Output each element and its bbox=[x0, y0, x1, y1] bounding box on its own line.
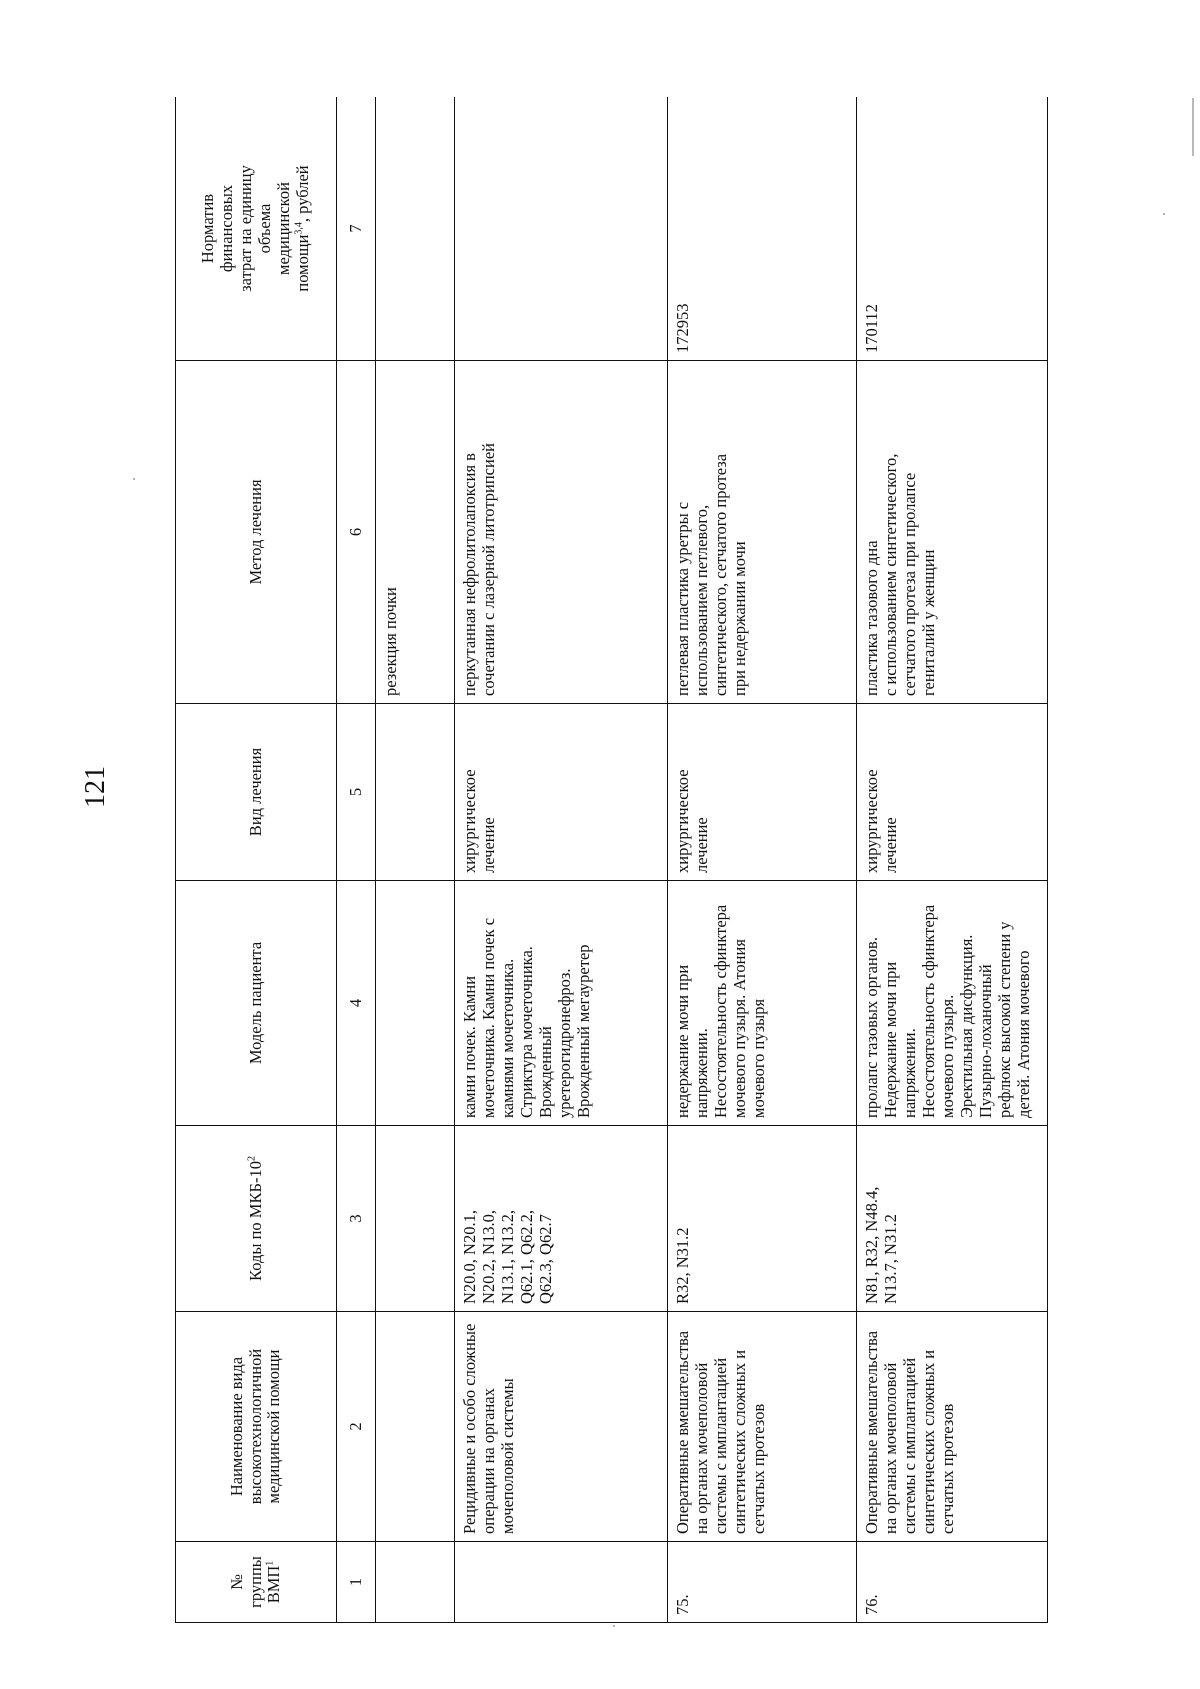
table-row bbox=[455, 97, 668, 1623]
cell-treatment-method: перкутанная нефролитолапоксия в сочетании с лазерной литотрипсией bbox=[455, 361, 668, 704]
cell-icd-codes: R32, N31.2 bbox=[668, 1126, 857, 1312]
cell-care-type: Оперативные вмешательства на органах мочеполовой системы с имплантацией синтетических сложных и сетчатых протезов bbox=[668, 1312, 857, 1542]
cell-treatment-method: пластика тазового дна с использованием синтетического, сетчатого протеза при пролапсе гениталий у женщин bbox=[857, 361, 1048, 704]
column-number: 4 bbox=[337, 881, 376, 1126]
column-number: 2 bbox=[337, 1312, 376, 1542]
cell-icd-codes: N81, R32, N48.4, N13.7, N31.2 bbox=[857, 1126, 1048, 1312]
cell-group-number: 76. bbox=[857, 1542, 1048, 1623]
column-number: 6 bbox=[337, 361, 376, 704]
cell-patient-model bbox=[376, 881, 455, 1126]
scan-speck bbox=[613, 1625, 615, 1627]
table-row bbox=[857, 97, 1048, 1623]
column-number-row bbox=[337, 97, 376, 1623]
header-row bbox=[176, 97, 337, 1623]
cell-icd-codes: N20.0, N20.1, N20.2, N13.0, N13.1, N13.2, Q62.1, Q62.2, Q62.3, Q62.7 bbox=[455, 1126, 668, 1312]
cell-group-number bbox=[455, 1542, 668, 1623]
cell-treatment-type: хирургическое лечение bbox=[857, 704, 1048, 881]
scan-speck bbox=[1163, 213, 1165, 215]
column-number: 1 bbox=[337, 1542, 376, 1623]
cell-care-type: Рецидивные и особо сложные операции на органах мочеполовой системы bbox=[455, 1312, 668, 1542]
cell-cost-standard: 172953 bbox=[668, 97, 857, 361]
page-number: 121 bbox=[80, 766, 111, 808]
table-row bbox=[668, 97, 857, 1623]
cell-treatment-method: резекция почки bbox=[376, 361, 455, 704]
cell-cost-standard bbox=[455, 97, 668, 361]
header-icd-codes: Коды по МКБ-$10^2$ bbox=[176, 1126, 337, 1312]
scan-edge-mark bbox=[1192, 98, 1194, 156]
column-number: 7 bbox=[337, 97, 376, 361]
column-number: 5 bbox=[337, 704, 376, 881]
header-treatment-method: Метод лечения bbox=[176, 361, 337, 704]
header-treatment-type: Вид лечения bbox=[176, 704, 337, 881]
cell-icd-codes bbox=[376, 1126, 455, 1312]
cell-treatment-type bbox=[376, 704, 455, 881]
column-number: 3 bbox=[337, 1126, 376, 1312]
cell-patient-model: недержание мочи при напряжении. Несостоятельность сфинктера мочевого пузыря. Атония мочевого пузыря bbox=[668, 881, 857, 1126]
cell-patient-model: камни почек. Камни мочеточника. Камни почек с камнями мочеточника. Стриктура мочеточника. Врожденный уретерогидронефроз. Врожденный мегауретер bbox=[455, 881, 668, 1126]
header-care-type: Наименование вида высокотехнологичной медицинской помощи bbox=[176, 1312, 337, 1542]
table-container bbox=[175, 97, 1181, 1623]
header-group-number: № группы ВМП$^1$ bbox=[176, 1542, 337, 1623]
cell-care-type bbox=[376, 1312, 455, 1542]
cell-group-number: 75. bbox=[668, 1542, 857, 1623]
cell-treatment-method: петлевая пластика уретры с использованием петлевого, синтетического, сетчатого протеза при недержании мочи bbox=[668, 361, 857, 704]
cell-group-number bbox=[376, 1542, 455, 1623]
header-patient-model: Модель пациента bbox=[176, 881, 337, 1126]
cell-treatment-type: хирургическое лечение bbox=[668, 704, 857, 881]
scan-speck bbox=[133, 478, 135, 480]
cell-care-type: Оперативные вмешательства на органах мочеполовой системы с имплантацией синтетических сложных и сетчатых протезов bbox=[857, 1312, 1048, 1542]
cell-cost-standard bbox=[376, 97, 455, 361]
cell-patient-model: пролапс тазовых органов. Недержание мочи при напряжении. Несостоятельность сфинктера мочевого пузыря. Эректильная дисфункция. Пузырно-лоханочный рефлюкс высокой степени у детей. Атония мочевого bbox=[857, 881, 1048, 1126]
cell-cost-standard: 170112 bbox=[857, 97, 1048, 361]
vmp-table bbox=[175, 97, 1048, 1623]
cell-treatment-type: хирургическое лечение bbox=[455, 704, 668, 881]
rotated-table-frame bbox=[175, 97, 1181, 1623]
header-cost-standard: Норматив финансовых затрат на единицу объема медицинской помощи$^{3,4}$, рублей bbox=[176, 97, 337, 361]
table-row bbox=[376, 97, 455, 1623]
